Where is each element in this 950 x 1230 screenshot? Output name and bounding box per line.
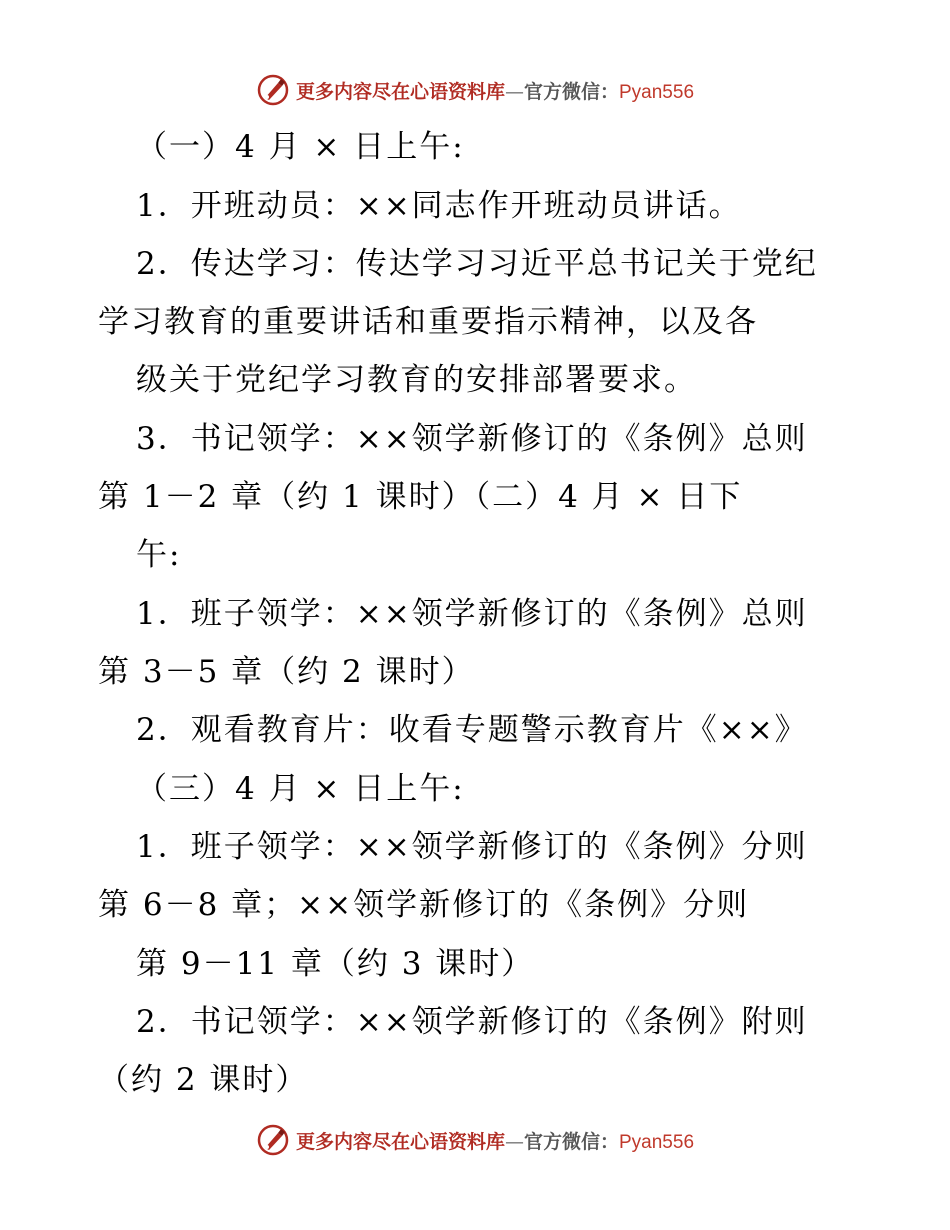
watermark-wechat-id: Pyan556 xyxy=(619,81,695,103)
paragraph-line: 2．书记领学：××领学新修订的《条例》附则 xyxy=(136,1004,808,1040)
header-watermark-inner xyxy=(256,73,694,107)
paragraph-line: 1．班子领学：××领学新修订的《条例》分则 xyxy=(136,829,808,865)
watermark-wechat-label: 官方微信： xyxy=(523,80,619,103)
paragraph-line: 午: xyxy=(136,537,182,573)
watermark-text xyxy=(296,1127,694,1154)
watermark-main: 更多内容尽在心语资料库 xyxy=(295,1130,505,1153)
watermark-text xyxy=(296,77,694,104)
paragraph-line: 2．传达学习：传达学习习近平总书记关于党纪 xyxy=(136,246,818,282)
paragraph-line: 第 1－2 章（约 1 课时）（二）4 月 × 日下 xyxy=(98,479,743,515)
paragraph-line: 学习教育的重要讲话和重要指示精神，以及各 xyxy=(98,304,758,340)
paragraph-line: 第 6－8 章；××领学新修订的《条例》分则 xyxy=(98,887,750,923)
paragraph-line: 1．开班动员：××同志作开班动员讲话。 xyxy=(136,188,742,224)
paragraph-line: 1．班子领学：××领学新修订的《条例》总则 xyxy=(136,596,808,632)
section-heading-3: （三）4 月 × 日上午: xyxy=(136,771,465,807)
paragraph-line: （约 2 课时） xyxy=(98,1062,309,1098)
pen-logo-icon xyxy=(256,1123,290,1157)
paragraph-line: 第 3－5 章（约 2 课时） xyxy=(98,654,475,690)
paragraph-line: 级关于党纪学习教育的安排部署要求。 xyxy=(136,362,697,398)
paragraph-line: 第 9－11 章（约 3 课时） xyxy=(136,946,535,982)
watermark-wechat-label: 官方微信： xyxy=(523,1130,619,1153)
footer-watermark-inner xyxy=(256,1123,694,1157)
watermark-main: 更多内容尽在心语资料库 xyxy=(295,80,505,103)
footer-watermark xyxy=(0,1120,950,1160)
watermark-dash: — xyxy=(504,1130,524,1153)
paragraph-line: 2．观看教育片：收看专题警示教育片《××》 xyxy=(136,712,808,748)
header-watermark xyxy=(0,70,950,110)
watermark-wechat-id: Pyan556 xyxy=(619,1131,695,1153)
pen-logo-icon xyxy=(256,73,290,107)
section-heading-1: （一）4 月 × 日上午: xyxy=(136,129,465,165)
watermark-dash: — xyxy=(504,80,524,103)
paragraph-line: 3．书记领学：××领学新修订的《条例》总则 xyxy=(136,421,808,457)
